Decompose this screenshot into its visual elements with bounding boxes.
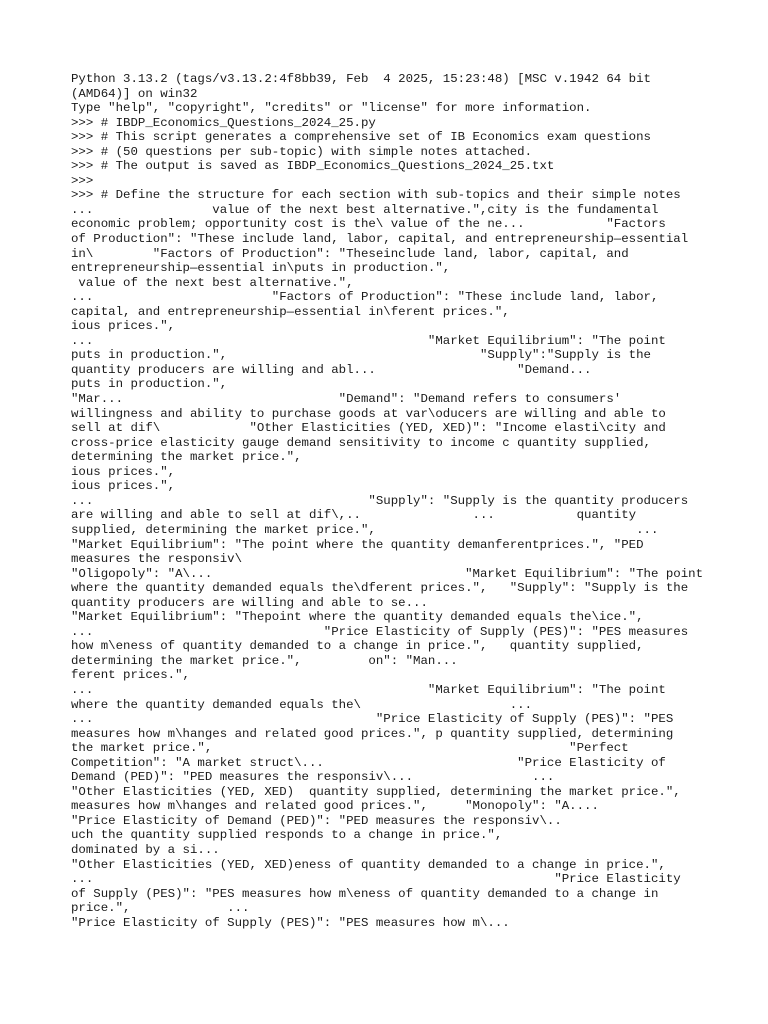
console-line: ... "Market Equilibrium": "The point [71, 682, 666, 697]
console-line: dominated by a si... [71, 842, 220, 857]
console-line: measures how m\hanges and related good prices.", p quantity supplied, determining [71, 726, 674, 741]
console-line: puts in production.", "Supply":"Supply is the [71, 348, 651, 363]
console-line: ... "Supply": "Supply is the quantity producers [71, 493, 689, 508]
console-line: ious prices.", [71, 319, 176, 334]
console-line: "Price Elasticity of Demand (PED)": "PED measures the responsiv\.. [71, 813, 562, 828]
console-line: >>> # The output is saved as IBDP_Economics_Questions_2024_25.txt [71, 159, 555, 174]
console-line: value of the next best alternative.", [71, 275, 354, 290]
console-line: where the quantity demanded equals the\dferent prices.", "Supply": "Supply is the [71, 581, 689, 596]
console-line: sell at dif\ "Other Elasticities (YED, XED)": "Income elasti\city and [71, 421, 666, 436]
console-line: Competition": "A market struct\... "Price Elasticity of [71, 755, 666, 770]
console-line: "Other Elasticities (YED, XED) quantity supplied, determining the market price.", [71, 784, 681, 799]
console-line: Type "help", "copyright", "credits" or "license" for more information. [71, 101, 592, 116]
console-line: ... "Price Elasticity of Supply (PES)": "PES [71, 712, 674, 727]
python-console-output[interactable] [71, 72, 704, 930]
console-line: >>> # IBDP_Economics_Questions_2024_25.py [71, 115, 376, 130]
console-line: (AMD64)] on win32 [71, 86, 198, 101]
console-line: price.", ... [71, 901, 250, 916]
console-line: >>> # This script generates a comprehensive set of IB Economics exam questions [71, 130, 651, 145]
console-line: ... "Price Elasticity [71, 872, 681, 887]
console-line: willingness and ability to purchase goods at var\oducers are willing and able to [71, 406, 666, 421]
console-line: of Production": "These include land, labor, capital, and entrepreneurship—essential [71, 232, 689, 247]
console-line: Python 3.13.2 (tags/v3.13.2:4f8bb39, Feb 4 2025, 15:23:48) [MSC v.1942 64 bit [71, 72, 651, 86]
console-line: ferent prices.", [71, 668, 190, 683]
console-line: >>> [71, 173, 94, 188]
console-line: determining the market price.", on": "Man... [71, 653, 458, 668]
console-line: supplied, determining the market price.", ... [71, 522, 659, 537]
console-line: determining the market price.", [71, 450, 302, 465]
console-line: economic problem; opportunity cost is the\ value of the ne... "Factors [71, 217, 666, 232]
console-line: cross-price elasticity gauge demand sensitivity to income c quantity supplied, [71, 435, 651, 450]
console-line: of Supply (PES)": "PES measures how m\eness of quantity demanded to a change in [71, 886, 659, 901]
console-line: in\ "Factors of Production": "Theseinclude land, labor, capital, and [71, 246, 629, 261]
console-line: "Price Elasticity of Supply (PES)": "PES measures how m\... [71, 915, 510, 930]
console-line: where the quantity demanded equals the\ ... [71, 697, 533, 712]
console-line: the market price.", "Perfect [71, 741, 629, 756]
console-line: quantity producers are willing and abl... "Demand... [71, 362, 592, 377]
console-line: "Other Elasticities (YED, XED)eness of quantity demanded to a change in price.", [71, 857, 666, 872]
console-line: how m\eness of quantity demanded to a change in price.", quantity supplied, [71, 639, 644, 654]
console-line: "Oligopoly": "A\... "Market Equilibrium": "The point [71, 566, 704, 581]
console-line: measures the responsiv\ [71, 552, 243, 567]
console-line: capital, and entrepreneurship—essential in\ferent prices.", [71, 304, 510, 319]
console-line: >>> # Define the structure for each section with sub-topics and their simple notes [71, 188, 681, 203]
console-line: entrepreneurship—essential in\puts in production.", [71, 261, 451, 276]
console-line: puts in production.", [71, 377, 228, 392]
console-line: quantity producers are willing and able to se... [71, 595, 428, 610]
console-line: measures how m\hanges and related good prices.", "Monopoly": "A.... [71, 799, 599, 814]
console-line: ... "Price Elasticity of Supply (PES)": "PES measures [71, 624, 689, 639]
console-line: Demand (PED)": "PED measures the responsiv\... ... [71, 770, 555, 785]
console-line: "Market Equilibrium": "The point where the quantity demanferentprices.", "PED [71, 537, 644, 552]
console-line: ious prices.", [71, 464, 176, 479]
console-line: are willing and able to sell at dif\,.. ... quantity [71, 508, 637, 523]
console-line: >>> # (50 questions per sub-topic) with simple notes attached. [71, 144, 533, 159]
console-line: ious prices.", [71, 479, 176, 494]
console-line: ... "Market Equilibrium": "The point [71, 333, 666, 348]
console-line: "Market Equilibrium": "Thepoint where the quantity demanded equals the\ice.", [71, 610, 644, 625]
console-line: "Mar... "Demand": "Demand refers to consumers' [71, 392, 622, 407]
console-line: uch the quantity supplied responds to a change in price.", [71, 828, 503, 843]
console-line: ... value of the next best alternative.",city is the fundamental [71, 202, 659, 217]
console-line: ... "Factors of Production": "These include land, labor, [71, 290, 659, 305]
